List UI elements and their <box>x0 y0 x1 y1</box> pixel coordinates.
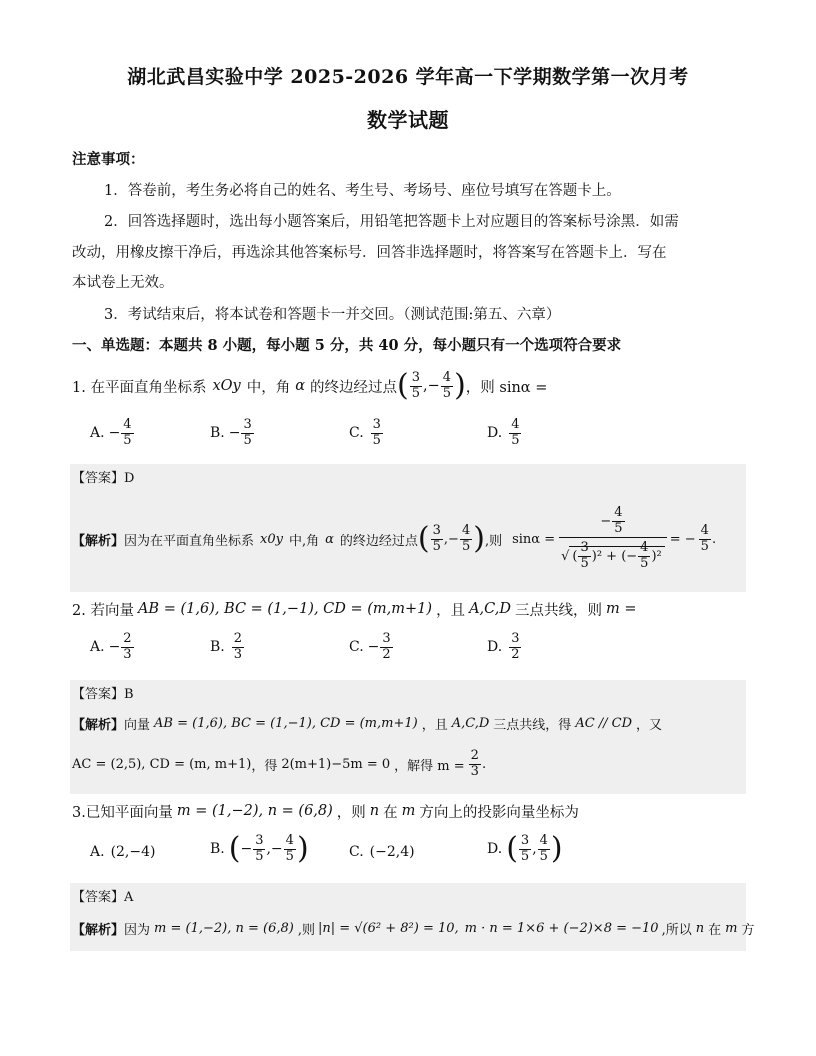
q3-option-c: C. (−2,4) <box>349 844 415 860</box>
exam-subtitle: 数学试题 <box>367 108 449 132</box>
q1-answer: 【答案】D <box>72 471 135 486</box>
q2-answer: 【答案】B <box>72 687 134 702</box>
notice-item-1: 1．答卷前，考生务必将自己的姓名、考生号、考场号、座位号填写在答题卡上。 <box>104 183 621 199</box>
q3-answer: 【答案】A <box>72 890 134 905</box>
q2-stem: 2. 若向量 AB = (1,6), BC = (1,−1), CD = (m,m+1) ，且 A,C,D 三点共线，则 m = <box>72 601 637 619</box>
q3-option-a: A. (2,−4) <box>90 844 156 860</box>
notice-item-2-cont2: 本试卷上无效。 <box>72 275 174 291</box>
q3-analysis: 【解析】 因为 m = (1,−2), n = (6,8) ,则 |n| = √(6² + 8²) = 10, m · n = 1×6 + (−2)×8 = −10 ,所以 n 在 m 方 <box>72 920 755 938</box>
q2-analysis: 【解析】 向量 AB = (1,6), BC = (1,−1), CD = (m,m+1) ，且 A,C,D 三点共线，得 AC // CD ，又 <box>72 715 663 733</box>
q3-option-d: D. ( $\frac{3}{5}$ , $\frac{4}{5}$ ) <box>487 831 563 867</box>
q3-stem: 3.已知平面向量 m = (1,−2), n = (6,8) ，则 n 在 m 方向上的投影向量坐标为 <box>72 803 579 821</box>
q3-option-b: B. ( − $\frac{3}{5}$ ,− $\frac{4}{5}$ ) <box>210 831 309 867</box>
notice-item-2: 2．回答选择题时，选出每小题答案后，用铅笔把答题卡上对应题目的答案标号涂黑．如需 <box>104 214 679 230</box>
q2-option-d: D. $\frac{3}{2}$ <box>487 631 520 662</box>
notice-heading: 注意事项： <box>72 151 145 168</box>
q1-option-c: C. $\frac{3}{5}$ <box>349 417 381 448</box>
notice-item-3: 3．考试结束后，将本试卷和答题卡一并交回。（测试范围:第五、六章） <box>104 307 561 323</box>
q1-option-d: D. $\frac{4}{5}$ <box>487 417 520 448</box>
notice-item-2-cont: 改动，用橡皮擦干净后，再选涂其他答案标号．回答非选择题时，将答案写在答题卡上．写在 <box>72 245 667 261</box>
q1-analysis: 【解析】 因为在平面直角坐标系 x0y 中,角 α 的终边经过点 ( $\frac{3}{5}$ ,− $\frac{4}{5}$ ) ,则 sinα = − $\frac{4}{5}$ √ ( $\frac{3}{5}$ )² + (− $\frac{4}{5}$ )² = − $\frac{4}{5}$ . <box>72 505 717 571</box>
exam-title: 湖北武昌实验中学 2025-2026 学年高一下学期数学第一次月考 <box>127 66 689 88</box>
q1-option-a: A. − $\frac{4}{5}$ <box>90 417 132 448</box>
q2-option-a: A. − $\frac{2}{3}$ <box>90 631 132 662</box>
q1-stem: 1. 在平面直角坐标系 xOy 中，角 α 的终边经过点 ( $\frac{3}{5}$ ,− $\frac{4}{5}$ ) ，则 sinα = <box>72 368 548 403</box>
q1-option-b: B. − $\frac{3}{5}$ <box>210 417 252 448</box>
q2-analysis-cont: AC = (2,5), CD = (m, m+1) ，得 2(m+1)−5m = 0 ，解得 m = $\frac{2}{3}$ . <box>72 747 487 779</box>
q2-option-b: B. $\frac{2}{3}$ <box>210 631 243 662</box>
q2-option-c: C. − $\frac{3}{2}$ <box>349 631 391 662</box>
section-heading: 一、单选题：本题共 8 小题，每小题 5 分，共 40 分，每小题只有一个选项符合要求 <box>72 337 622 354</box>
